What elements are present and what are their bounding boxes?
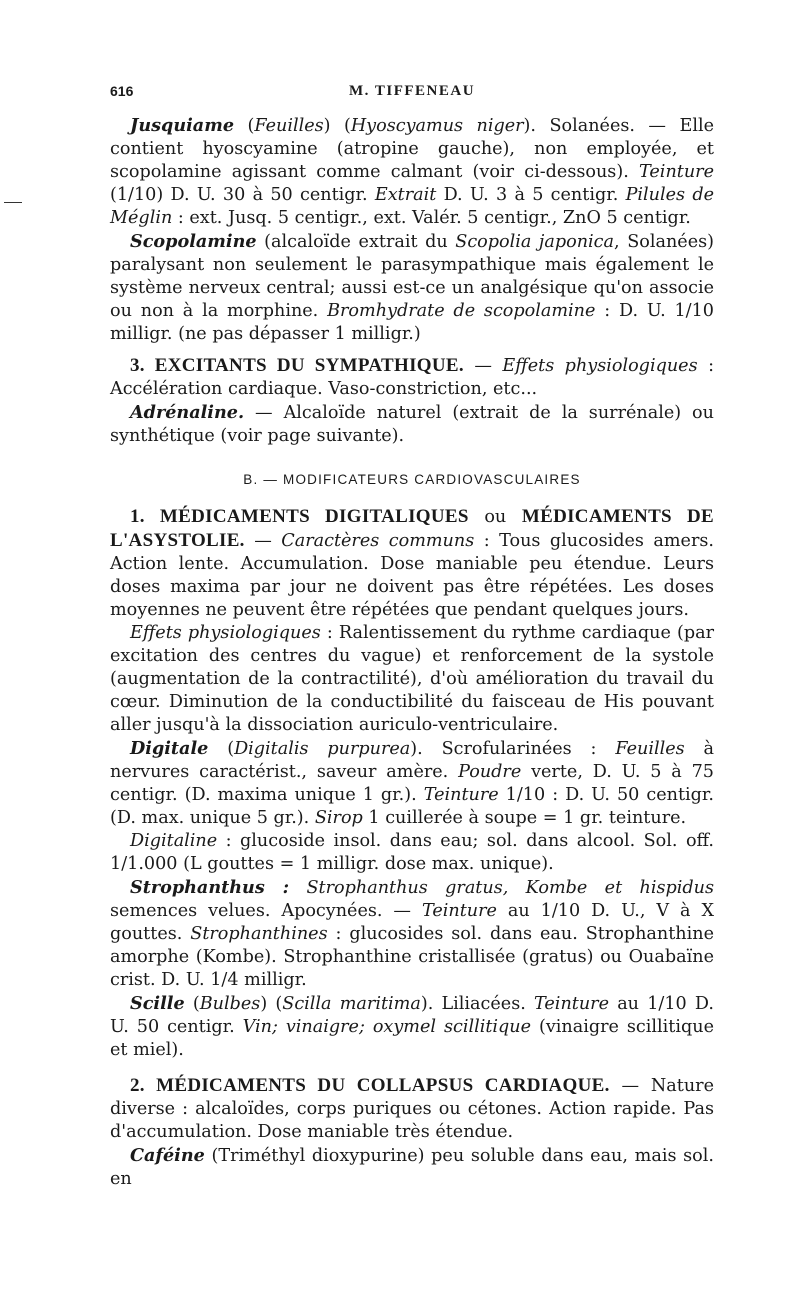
section-heading: 3. EXCITANTS DU SYMPATHIQUE. [130,355,464,376]
term-cafeine: Caféine [130,1145,205,1166]
text [289,878,306,898]
text: ( [208,739,235,759]
text: ). Liliacées. [420,994,535,1014]
italic-text: Bromhydrate de scopolamine [327,301,596,321]
text: : glucoside insol. dans eau; sol. dans alcool. Sol. off. 1/1.000 (L gouttes = 1 milligr. dose max. unique). [110,831,714,874]
term-strophanthus: Strophanthus : [130,877,290,898]
text: — Alcaloïde naturel (extrait de la surrénale) ou synthétique (voir page suivante). [110,403,714,446]
latin-name: Digitalis purpurea [234,739,411,759]
text: ( [184,994,200,1014]
text: semences velues. Apocynées. — [110,901,422,921]
text: ) ( [260,994,283,1014]
term-scille: Scille [130,993,185,1014]
italic-text: Effets physiologiques [130,623,321,643]
italic-text: Feuilles [615,739,685,759]
paragraph-adrenaline [110,401,714,448]
italic-text: Effets physiologiques [502,356,698,376]
italic-text: Bulbes [199,994,261,1014]
text: : ext. Jusq. 5 centigr., ext. Valér. 5 centigr., ZnO 5 centigr. [172,208,691,228]
text: au 1/10 D. U. 50 centigr. [110,994,714,1037]
term-digitaline: Digitaline [130,831,218,851]
paragraph-scille [110,992,714,1062]
paragraph-excitants [110,354,714,401]
text: ). Scrofularinées : [410,739,616,759]
section-heading: MÉDICAMENTS DE L'ASYSTOLIE. [110,506,714,551]
text: — [463,356,503,376]
text: (alcaloïde extrait du [256,232,456,252]
latin-name: Scilla maritima [282,994,421,1014]
subsection-heading: B. — MODIFICATEURS CARDIOVASCULAIRES [243,472,581,487]
paragraph-collapsus [110,1074,714,1144]
italic-text: Teinture [639,162,714,182]
text: , Solanées) paralysant non seulement le parasympathique mais également le système nerveux central; aussi est-ce un analgésique qu'on associe ou non à la morphine. [110,232,714,321]
italic-text: Teinture [534,994,609,1014]
text: — Nature diverse : alcaloïdes, corps puriques ou cétones. Action rapide. Pas d'accumulation. Dose maniable très étendue. [110,1076,715,1142]
text: à nervures caractérist., saveur amère. [110,739,714,782]
paragraph-scopolamine [110,230,714,346]
italic-text: Caractères communs [281,531,475,551]
italic-text: Teinture [421,901,497,921]
text: verte, D. U. 5 à 75 centigr. (D. maxima unique 1 gr.). [110,762,715,805]
latin-name: Hyoscyamus niger [350,116,524,136]
paragraph-digitaliques [110,505,714,622]
text: ). Solanées. — Elle contient hyoscyamine (atropine gauche), non employée, et scopolamine agissant comme calmant (voir ci-dessous). [110,116,714,182]
text: (1/10) D. U. 30 à 50 centigr. [110,185,375,205]
section-heading: 1. MÉDICAMENTS DIGITALIQUES [130,506,469,527]
paragraph-strophanthus [110,876,714,992]
running-head [110,80,714,106]
paragraph-jusquiame [110,114,714,230]
text: 1 cuillerée à soupe = 1 gr. teinture. [362,808,687,828]
term-adrenaline: Adrénaline. [130,402,245,423]
text: : Accélération cardiaque. Vaso-constriction, etc... [110,356,714,399]
text: au 1/10 D. U., V à X gouttes. [110,901,714,944]
paragraph-cafeine [110,1144,714,1191]
italic-text: Extrait [374,185,437,205]
running-title: M. TIFFENEAU [348,83,476,99]
section-heading: 2. MÉDICAMENTS DU COLLAPSUS CARDIAQUE. [130,1075,610,1096]
italic-text: Teinture [423,785,499,805]
text: 1/10 : D. U. 50 centigr. (D. max. unique 5 gr.). [110,785,714,828]
page-number: 616 [110,83,134,99]
text: : Ralentissement du rythme cardiaque (par excitation des centres du vague) et renforcement de la systole (augmentation de la contractilité), d'où amélioration du travail du cœur. Diminution de la conductibilité du faisceau de His pouvant aller jusqu'à la dissociation auriculo-ventriculaire. [110,623,714,735]
text: — [244,531,282,551]
term-jusquiame: Jusquiame [130,115,235,136]
term-digitale: Digitale [130,738,209,759]
margin-mark [4,202,22,203]
text: : D. U. 1/10 milligr. (ne pas dépasser 1 milligr.) [110,301,714,344]
term-scopolamine: Scopolamine [130,231,257,252]
paragraph-digitaline [110,830,714,876]
latin-name: Strophanthus gratus, Kombe et hispidus [306,878,714,898]
text: D. U. 3 à 5 centigr. [436,185,626,205]
italic-text: Pilules de Méglin [110,185,714,228]
italic-text: Poudre [458,762,522,782]
italic-text: Vin; vinaigre; oxymel scillitique [242,1017,532,1037]
text: ou [468,507,522,527]
text: (vinaigre scillitique et miel). [110,1017,714,1060]
text: : glucosides sol. dans eau. Strophanthine amorphe (Kombe). Strophanthine cristallisée (gratus) ou Ouabaïne crist. D. U. 1/4 milligr. [110,924,714,990]
text: ( [234,116,255,136]
paragraph-effets [110,622,714,737]
italic-text: Sirop [314,808,363,828]
text: (Triméthyl dioxypurine) peu soluble dans eau, mais sol. en [110,1146,714,1189]
document-page [110,80,714,1191]
text: ) ( [323,116,351,136]
italic-text: Feuilles [254,116,324,136]
latin-name: Scopolia japonica [455,232,615,252]
italic-text: Strophanthines [190,924,328,944]
text: : Tous glucosides amers. Action lente. Accumulation. Dose maniable peu étendue. Leurs doses maxima par jour ne doivent pas être répétées. Les doses moyennes ne peuvent être répétées que pendant quelques jours. [110,531,714,620]
paragraph-digitale [110,737,714,830]
